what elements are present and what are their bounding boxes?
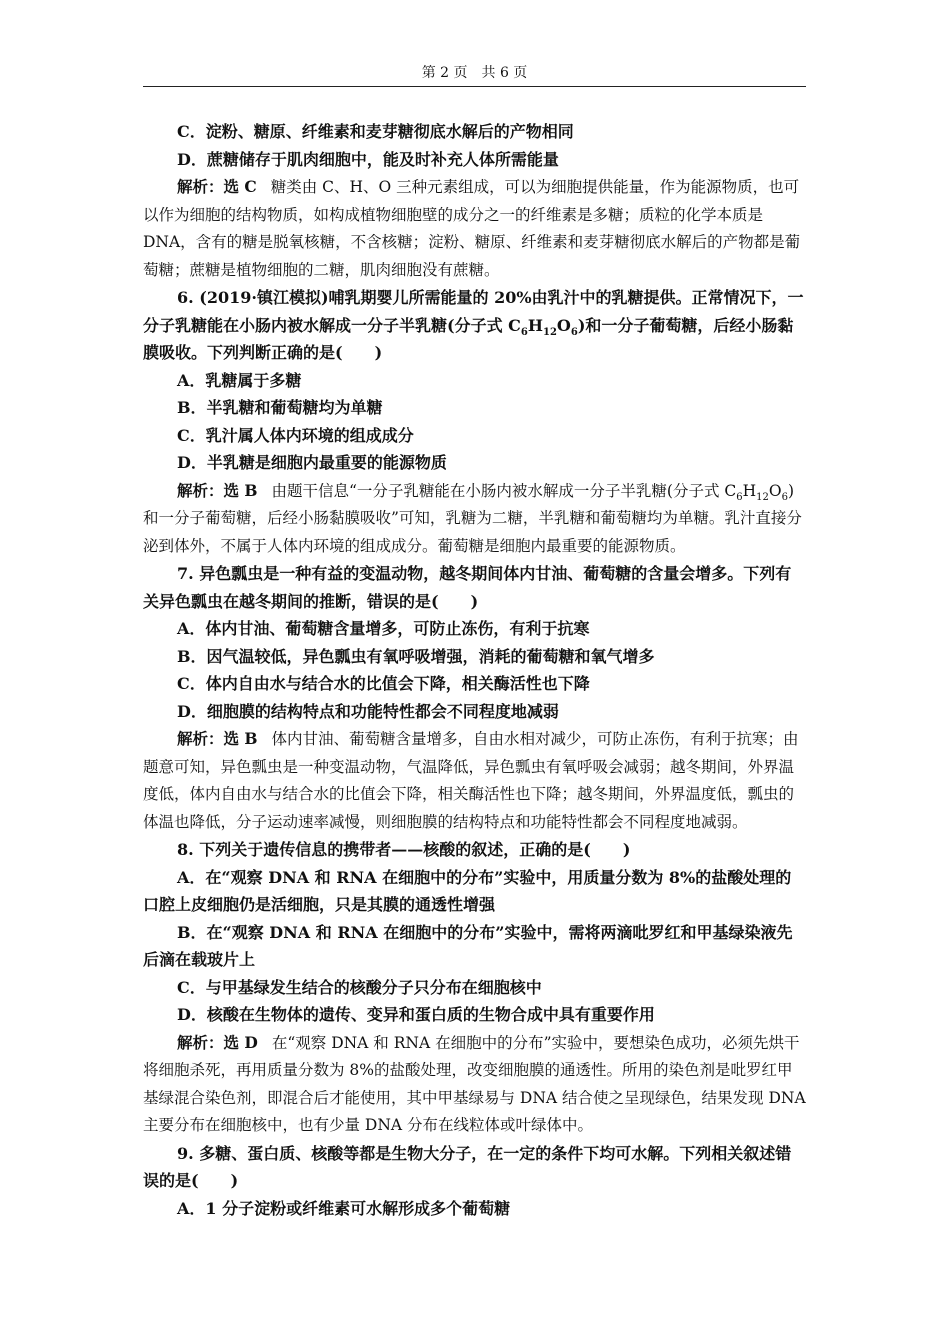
q6-option-a: A．乳糖属于多糖 xyxy=(177,370,302,390)
q5-analysis xyxy=(143,173,806,284)
page-header xyxy=(143,60,806,87)
q6-stem xyxy=(143,284,806,367)
q6-formula-sub: 6 xyxy=(520,326,528,338)
q8-stem: 8. 下列关于遗传信息的携带者——核酸的叙述，正确的是( ) xyxy=(177,840,631,859)
q8-analysis-label: 解析：选 D xyxy=(177,1032,258,1052)
q6-option-c: C．乳汁属人体内环境的组成成分 xyxy=(177,425,414,445)
q5-analysis-label: 解析：选 C xyxy=(177,177,257,196)
q5-option-d: D．蔗糖储存于肌肉细胞中，能及时补充人体所需能量 xyxy=(177,149,559,169)
q7-analysis xyxy=(143,725,806,836)
q8-option-c: C．与甲基绿发生结合的核酸分子只分布在细胞核中 xyxy=(177,977,542,997)
q6-analysis-part1: 由题干信息“一分子乳糖能在小肠内被水解成一分子半乳糖(分子式 C xyxy=(271,481,737,500)
q6-formula-h: H xyxy=(742,481,757,500)
q9-option-a: A．1 分子淀粉或纤维素可水解形成多个葡萄糖 xyxy=(177,1198,511,1218)
q8-analysis-text: 在“观察 DNA 和 RNA 在细胞中的分布”实验中，要想染色成功，必须先烘干将细胞杀死，再用质量分数为 8%的盐酸处理，改变细胞膜的通透性。所用的染色剂是吡罗红甲基绿混合染色剂，即混合后才能使用，其中甲基绿易与 DNA 结合使之呈现绿色，结果发现 DNA 主要分布在细胞核中，也有少量 DNA 分布在线粒体或叶绿体中。 xyxy=(143,1033,806,1134)
q6-analysis-part2: )和一分子葡萄糖，后经小肠黏膜吸收”可知，乳糖为二糖，半乳糖和葡萄糖均为单糖。乳汁直接分泌到体外，不属于人体内环境的组成成分。葡萄糖是细胞内最重要的能源物质。 xyxy=(143,481,802,555)
q6-formula-sub: 6 xyxy=(570,326,578,338)
q6-option-d: D．半乳糖是细胞内最重要的能源物质 xyxy=(177,453,447,472)
q6-formula-sub: 12 xyxy=(542,326,557,338)
q7-option-a: A．体内甘油、葡萄糖含量增多，可防止冻伤，有利于抗寒 xyxy=(177,619,590,638)
q6-formula-o: O xyxy=(768,481,782,500)
q6-formula-h: H xyxy=(527,315,543,335)
q6-stem-part1: 6. (2019·镇江模拟)哺乳期婴儿所需能量的 20%由乳汁中的乳糖提供。正常情况下，一分子乳糖能在小肠内被水解成一分子半乳糖(分子式 C xyxy=(143,288,804,335)
q9-stem: 9. 多糖、蛋白质、核酸等都是生物大分子，在一定的条件下均可水解。下列相关叙述错误的是( ) xyxy=(143,1143,792,1190)
q8-option-d: D．核酸在生物体的遗传、变异和蛋白质的生物合成中具有重要作用 xyxy=(177,1005,655,1024)
page-number-label: 第 2 页 共 6 页 xyxy=(421,65,528,81)
q6-analysis-label: 解析：选 B xyxy=(177,480,258,500)
q6-formula-sub: 6 xyxy=(736,491,743,503)
q6-formula-o: O xyxy=(556,315,571,335)
q5-option-c: C．淀粉、糖原、纤维素和麦芽糖彻底水解后的产物相同 xyxy=(177,122,574,141)
q5-analysis-text: 糖类由 C、H、O 三种元素组成，可以为细胞提供能量，作为能源物质，也可以作为细胞的结构物质，如构成植物细胞壁的成分之一的纤维素是多糖；质粒的化学本质是 DNA，含有的糖是脱氧核糖，不含核糖；淀粉、糖原、纤维素和麦芽糖彻底水解后的产物都是葡萄糖；蔗糖是植物细胞的二糖，肌肉细胞没有蔗糖。 xyxy=(143,178,801,279)
q7-analysis-text: 体内甘油、葡萄糖含量增多，自由水相对减少，可防止冻伤，有利于抗寒；由题意可知，异色瓢虫是一种变温动物，气温降低，异色瓢虫有氧呼吸会减弱；越冬期间，外界温度低，体内自由水与结合水的比值会下降，相关酶活性也下降；越冬期间，外界温度低，瓢虫的体温也降低，分子运动速率减慢，则细胞膜的结构特点和功能特性都会不同程度地减弱。 xyxy=(143,730,799,831)
q8-option-a: A．在“观察 DNA 和 RNA 在细胞中的分布”实验中，用质量分数为 8%的盐酸处理的口腔上皮细胞仍是活细胞，只是其膜的通透性增强 xyxy=(143,867,792,914)
document-body xyxy=(143,118,806,1222)
q7-analysis-label: 解析：选 B xyxy=(177,729,258,748)
q7-stem: 7. 异色瓢虫是一种有益的变温动物，越冬期间体内甘油、葡萄糖的含量会增多。下列有关异色瓢虫在越冬期间的推断，错误的是( ) xyxy=(143,564,792,611)
q8-option-b: B．在“观察 DNA 和 RNA 在细胞中的分布”实验中，需将两滴吡罗红和甲基绿染液先后滴在载玻片上 xyxy=(143,922,793,969)
q7-option-c: C．体内自由水与结合水的比值会下降，相关酶活性也下降 xyxy=(177,674,590,693)
q6-stem-part2: )和一分子葡萄糖，后经小肠黏膜吸收。下列判断正确的是( ) xyxy=(143,315,794,362)
q6-analysis xyxy=(143,477,806,561)
q7-option-d: D．细胞膜的结构特点和功能特性都会不同程度地减弱 xyxy=(177,701,559,721)
q8-analysis xyxy=(143,1029,806,1140)
q6-formula-sub: 12 xyxy=(756,491,769,503)
q7-option-b: B．因气温较低，异色瓢虫有氧呼吸增强，消耗的葡萄糖和氧气增多 xyxy=(177,646,655,666)
q6-formula-sub: 6 xyxy=(781,491,788,503)
q6-option-b: B．半乳糖和葡萄糖均为单糖 xyxy=(177,398,383,417)
